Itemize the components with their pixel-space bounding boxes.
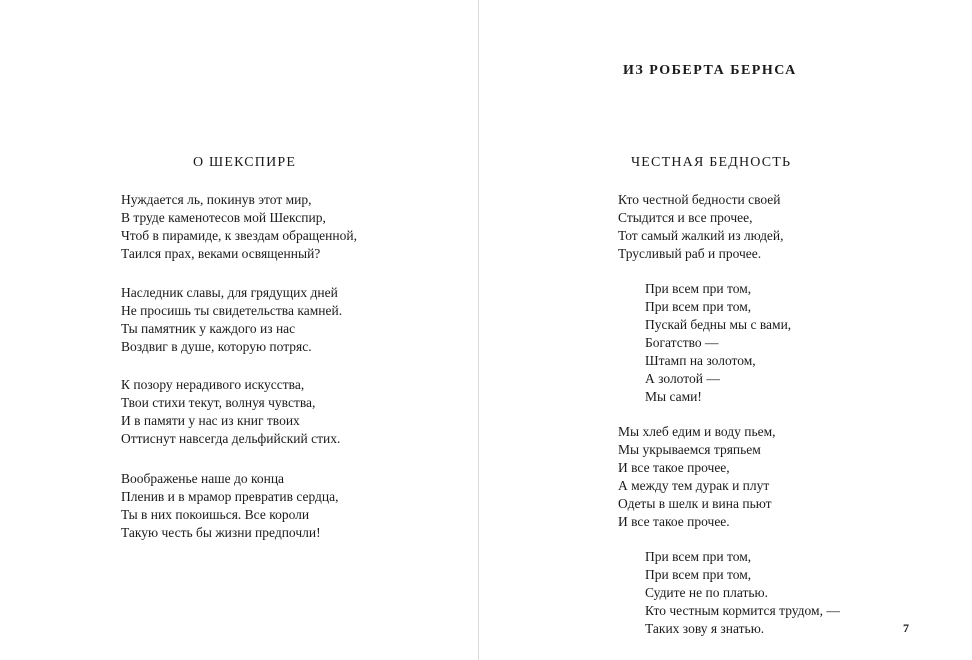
verse-line: Стыдится и все прочее, <box>618 210 753 225</box>
stanza-2 <box>121 284 342 356</box>
verse-line: Нуждается ль, покинув этот мир, <box>121 192 312 207</box>
verse-line: Богатство — <box>645 335 719 350</box>
verse-line: Кто честным кормится трудом, — <box>645 603 840 618</box>
stanza-2 <box>618 423 776 531</box>
poem-title-shakespeare: О ШЕКСПИРЕ <box>193 155 297 170</box>
poem-title-honest-poverty: ЧЕСТНАЯ БЕДНОСТЬ <box>631 155 792 170</box>
verse-line: Тот самый жалкий из людей, <box>618 228 784 243</box>
verse-line: Судите не по платью. <box>645 585 768 600</box>
verse-line: Чтоб в пирамиде, к звездам обращенной, <box>121 228 357 243</box>
verse-line: Одеты в шелк и вина пьют <box>618 496 772 511</box>
verse-line: Мы сами! <box>645 389 702 404</box>
section-title: ИЗ РОБЕРТА БЕРНСА <box>623 63 797 78</box>
verse-line: Ты памятник у каждого из нас <box>121 321 296 336</box>
stanza-1 <box>121 191 357 263</box>
verse-line: Ты в них покоишься. Все короли <box>121 507 310 522</box>
page-gutter <box>478 0 479 660</box>
refrain-2 <box>645 548 840 638</box>
verse-line: Трусливый раб и прочее. <box>618 246 762 261</box>
verse-line: Твои стихи текут, волнуя чувства, <box>121 395 316 410</box>
verse-line: Пленив и в мрамор превратив сердца, <box>121 489 339 504</box>
verse-line: Пускай бедны мы с вами, <box>645 317 792 332</box>
stanza-1 <box>618 191 784 263</box>
verse-line: При всем при том, <box>645 299 752 314</box>
verse-line: Оттиснут навсегда дельфийский стих. <box>121 431 341 446</box>
verse-line: Мы хлеб едим и воду пьем, <box>618 424 776 439</box>
verse-line: Кто честной бедности своей <box>618 192 781 207</box>
left-page <box>0 0 478 660</box>
verse-line: В труде каменотесов мой Шекспир, <box>121 210 326 225</box>
right-page <box>480 0 972 660</box>
verse-line: И все такое прочее. <box>618 514 730 529</box>
page-number: 7 <box>903 621 909 635</box>
verse-line: При всем при том, <box>645 567 752 582</box>
verse-line: А между тем дурак и плут <box>618 478 770 493</box>
verse-line: К позору нерадивого искусства, <box>121 377 305 392</box>
refrain-1 <box>645 280 791 406</box>
verse-line: Воздвиг в душе, которую потряс. <box>121 339 312 354</box>
verse-line: Мы укрываемся тряпьем <box>618 442 761 457</box>
verse-line: Такую честь бы жизни предпочли! <box>121 525 321 540</box>
stanza-4 <box>121 470 339 542</box>
verse-line: Штамп на золотом, <box>645 353 756 368</box>
verse-line: Не просишь ты свидетельства камней. <box>121 303 343 318</box>
verse-line: Таился прах, веками освященный? <box>121 246 321 261</box>
verse-line: Таких зову я знатью. <box>645 621 765 636</box>
verse-line: При всем при том, <box>645 549 752 564</box>
verse-line: И в памяти у нас из книг твоих <box>121 413 300 428</box>
verse-line: Воображенье наше до конца <box>121 471 285 486</box>
verse-line: И все такое прочее, <box>618 460 730 475</box>
verse-line: При всем при том, <box>645 281 752 296</box>
verse-line: Наследник славы, для грядущих дней <box>121 285 338 300</box>
stanza-3 <box>121 376 340 448</box>
verse-line: А золотой — <box>645 371 720 386</box>
